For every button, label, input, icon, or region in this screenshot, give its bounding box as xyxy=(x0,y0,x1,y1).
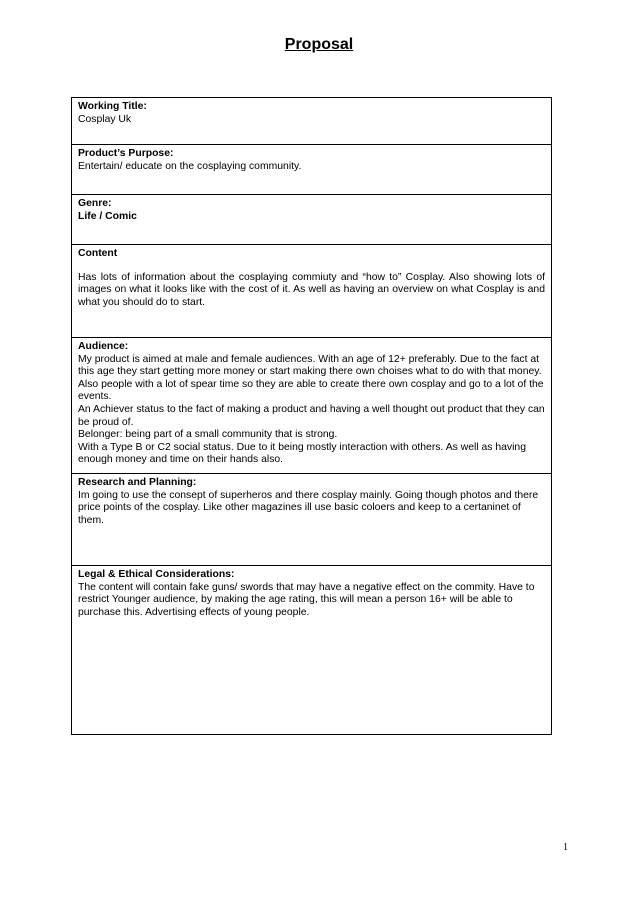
purpose-label: Product’s Purpose: xyxy=(78,148,174,159)
legal-value: The content will contain fake guns/ swords that may have a negative effect on the commity. Have to restrict Younger audience, by making the age rating, this will mean a person 16+ will be able to purchase this. Advertising effects of young people. xyxy=(78,581,535,618)
legal-label: Legal & Ethical Considerations: xyxy=(78,569,235,580)
proposal-table xyxy=(71,97,552,735)
genre-label: Genre: xyxy=(78,198,112,209)
working-title-value: Cosplay Uk xyxy=(78,113,132,125)
working-title-label: Working Title: xyxy=(78,101,147,112)
content-label: Content xyxy=(78,248,118,259)
page-title: Proposal xyxy=(284,36,354,53)
legal-section xyxy=(72,566,551,734)
audience-paragraph-4: With a Type B or C2 social status. Due to it being mostly interaction with others. As well as having enough money and time on their hands also. xyxy=(78,441,526,466)
purpose-value: Entertain/ educate on the cosplaying community. xyxy=(78,160,302,172)
purpose-section xyxy=(72,145,551,195)
content-section xyxy=(72,245,551,338)
genre-value: Life / Comic xyxy=(78,210,137,222)
research-section xyxy=(72,474,551,566)
audience-paragraph-2: An Achiever status to the fact of making a product and having a well thought out product that they can be proud of. xyxy=(78,403,545,428)
audience-paragraph-3: Belonger: being part of a small community that is strong. xyxy=(78,429,338,441)
research-label: Research and Planning: xyxy=(78,477,197,488)
audience-label: Audience: xyxy=(78,341,129,352)
working-title-section xyxy=(72,98,551,145)
research-value: Im going to use the consept of superheros and there cosplay mainly. Going though photos and there price points of the cosplay. Like other magazines ill use basic coloers and keep to a certaninet of them. xyxy=(78,489,539,526)
content-value: Has lots of information about the cosplaying commiuty and “how to” Cosplay. Also showing lots of images on what it looks like with the cost of it. As well as having an overview on what Cosplay is and what you should do to start. xyxy=(78,271,545,308)
audience-section xyxy=(72,338,551,474)
audience-paragraph-1: My product is aimed at male and female audiences. With an age of 12+ preferably. Due to the fact at this age they start getting more money or start making there own choises what to do with that money. Also people with a lot of spear time so they are able to create there own cosplay and go to a lot of the events. xyxy=(78,353,544,403)
genre-section xyxy=(72,195,551,245)
page-number: 1 xyxy=(563,842,568,853)
